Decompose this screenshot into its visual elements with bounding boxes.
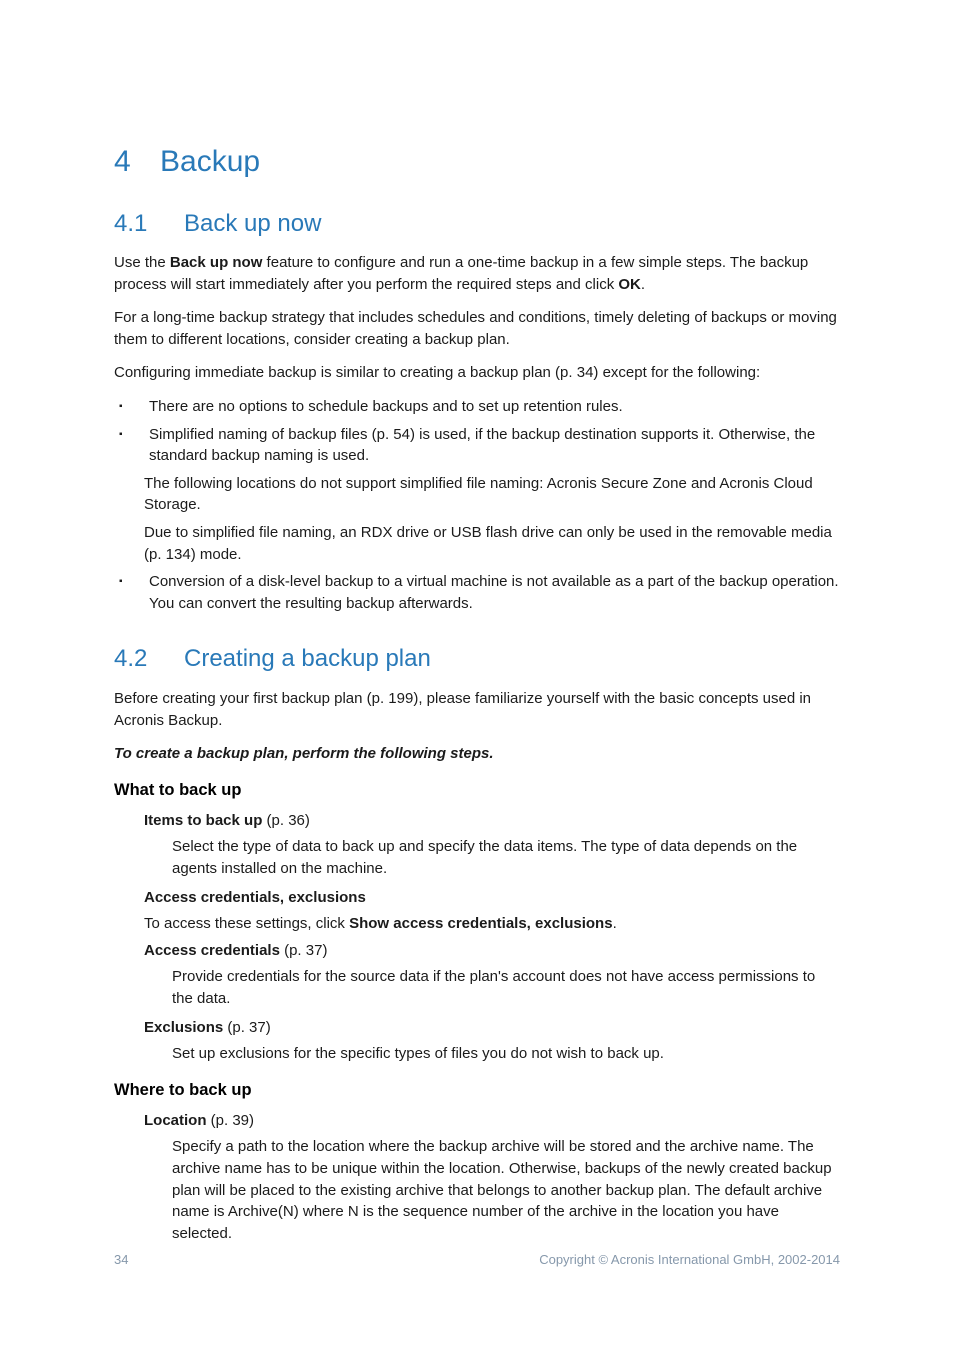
page-content [114,145,840,1251]
section-42-title: Creating a backup plan [184,645,431,673]
item-desc-access-credentials: Provide credentials for the source data if the plan's account does not have access permissions to the data. [172,968,816,1007]
section-41-title: Back up now [184,209,322,237]
section-41-number: 4.1 [114,209,148,237]
bullet-text: There are no options to schedule backups and to set up retention rules. [149,398,623,416]
item-desc-location: Specify a path to the location where the backup archive will be stored and the archive name. The archive name has to be unique within the location. Otherwise, backups of the newly created backup plan will be placed to the existing archive that belongs to another backup plan. The default archive name is Archive(N) where N is the sequence number of the archive in the location you have selected. [172,1138,832,1242]
bullet-item-simplified-naming [114,424,840,467]
page-footer [114,1252,840,1267]
item-desc-access-credentials-exclusions: To access these settings, click Show access credentials, exclusions. [144,915,617,933]
item-label-location: Location (p. 39) [144,1111,255,1129]
subheading-where-to-back-up: Where to back up [114,1080,252,1099]
bullet-item-no-options [114,396,840,418]
bullet-icon: ▪ [119,576,123,588]
paragraph-configuring-immediate: Configuring immediate backup is similar to creating a backup plan (p. 34) except for the following: [114,364,761,382]
note-rdx-usb: Due to simplified file naming, an RDX drive or USB flash drive can only be used in the removable media (p. 134) mode. [144,524,832,563]
paragraph-long-time-strategy: For a long-time backup strategy that includes schedules and conditions, timely deleting of backups or moving them to different locations, consider creating a backup plan. [114,309,837,348]
bullet-icon: ▪ [119,428,123,440]
section-42-number: 4.2 [114,645,148,673]
bullet-item-conversion [114,571,840,614]
item-label-access-credentials: Access credentials (p. 37) [144,941,328,959]
subheading-what-to-back-up: What to back up [114,780,242,799]
chapter-heading [114,145,840,180]
section-41-heading [114,210,840,238]
bullet-icon: ▪ [119,401,123,413]
bullet-text: Conversion of a disk-level backup to a virtual machine is not available as a part of the backup operation. You can convert the resulting backup afterwards. [149,573,839,612]
page-number: 34 [114,1252,129,1267]
bullet-text: Simplified naming of backup files (p. 54) is used, if the backup destination supports it. Otherwise, the standard backup naming is used. [149,425,816,465]
chapter-number: 4 [114,145,131,178]
paragraph-before-creating: Before creating your first backup plan (p. 199), please familiarize yourself with the basic concepts used in Acronis Backup. [114,690,812,729]
item-label-access-credentials-exclusions: Access credentials, exclusions [144,888,366,906]
item-label-exclusions: Exclusions (p. 37) [144,1018,271,1036]
note-simplified-naming-locations: The following locations do not support simplified file naming: Acronis Secure Zone and Acronis Cloud Storage. [144,474,813,514]
item-desc-items-to-back-up: Select the type of data to back up and specify the data items. The type of data depends on the agents installed on the machine. [172,838,798,877]
copyright-text: Copyright © Acronis International GmbH, 2002-2014 [539,1252,840,1267]
paragraph-backup-now-intro: Use the Back up now feature to configure and run a one-time backup in a few simple steps. The backup process will start immediately after you perform the required steps and click OK. [114,254,809,293]
paragraph-create-plan-lead: To create a backup plan, perform the following steps. [114,745,494,763]
section-42-heading [114,645,840,673]
item-desc-exclusions: Set up exclusions for the specific types of files you do not wish to back up. [172,1045,664,1063]
item-label-items-to-back-up: Items to back up (p. 36) [144,811,310,829]
chapter-title: Backup [160,145,261,178]
